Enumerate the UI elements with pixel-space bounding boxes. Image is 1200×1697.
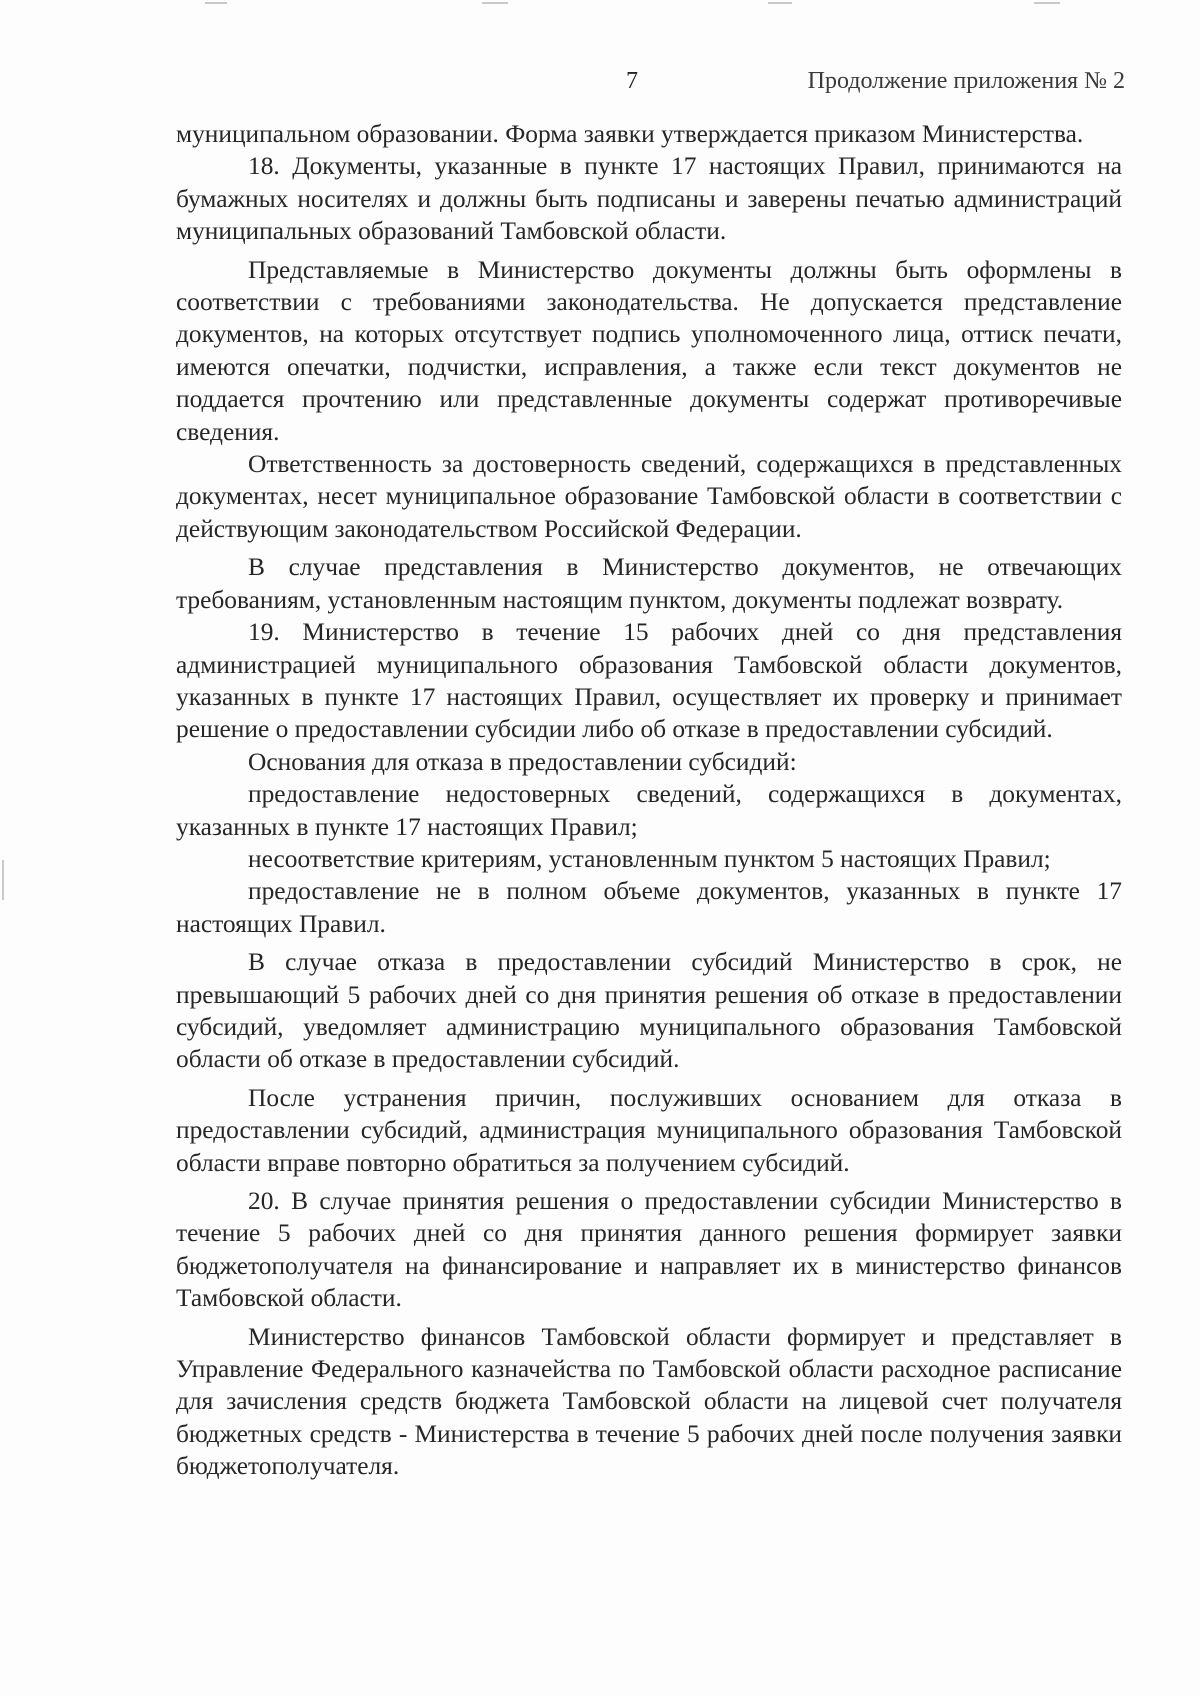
page-header [0,68,1200,108]
paragraph-19-review: 19. Министерство в течение 15 рабочих дней со дня представления администрацией муниципального образования Тамбовской области документов, указанных в пункте 17 настоящих Правил, осуществляет их проверку и принимает решение о предоставлении субсидии либо об отказе в предоставлении субсидий. [176,618,1122,744]
paragraph-refusal-notice: В случае отказа в предоставлении субсидий Министерство в срок, не превышающий 5 рабочих дней со дня принятия решения об отказе в предоставлении субсидий, уведомляет администрацию муниципального образования Тамбовской области об отказе в предоставлении субсидий. [176,948,1122,1074]
page-number: 7 [626,68,638,94]
paragraph-reapplication: После устранения причин, послуживших основанием для отказа в предоставлении субсидий, администрация муниципального образования Тамбовской области вправе повторно обратиться за получением субсидий. [176,1083,1122,1177]
paragraph-return-documents: В случае представления в Министерство документов, не отвечающих требованиям, установленным настоящим пунктом, документы подлежат возврату. [176,553,1122,614]
paragraph-document-requirements: Представляемые в Министерство документы должны быть оформлены в соответствии с требованиями законодательства. Не допускается представление документов, на которых отсутствует подпись уполномоченного лица, оттиск печати, имеются опечатки, подчистки, исправления, а также если текст документов не поддается прочтению или представленные документы содержат противоречивые сведения. [176,255,1122,446]
list-item-criteria-mismatch: несоответствие критериям, установленным пунктом 5 настоящих Правил; [248,844,1051,873]
paragraph-18-documents: 18. Документы, указанные в пункте 17 настоящих Правил, принимаются на бумажных носителях и должны быть подписаны и заверены печатью администраций муниципальных образований Тамбовской области. [176,152,1122,246]
paragraph-responsibility: Ответственность за достоверность сведений, содержащихся в представленных документах, несет муниципальное образование Тамбовской области в соответствии с действующим законодательством Российской Федерации. [176,450,1122,543]
scan-mark-top-far-right [1034,2,1060,4]
paragraph-form-approval: муниципальном образовании. Форма заявки утверждается приказом Министерства. [176,120,1084,148]
document-body [176,118,1122,1483]
scan-mark-top-left [205,2,227,4]
scan-mark-top-center [482,2,508,4]
list-item-incomplete-documents: предоставление не в полном объеме документов, указанных в пункте 17 настоящих Правил. [176,877,1122,938]
paragraph-finance-ministry: Министерство финансов Тамбовской области формирует и представляет в Управление Федерального казначейства по Тамбовской области расходное расписание для зачисления средств бюджета Тамбовской области на лицевой счет получателя бюджетных средств - Министерства в течение 5 рабочих дней после получения заявки бюджетополучателя. [176,1322,1122,1481]
scan-mark-top-right [768,2,792,4]
appendix-continuation-label: Продолжение приложения № 2 [807,68,1125,94]
list-item-false-information: предоставление недостоверных сведений, содержащихся в документах, указанных в пункте 17 настоящих Правил; [176,780,1122,841]
paragraph-20-decision: 20. В случае принятия решения о предоставлении субсидии Министерство в течение 5 рабочих дней со дня принятия данного решения формирует заявки бюджетополучателя на финансирование и направляет их в министерство финансов Тамбовской области. [176,1187,1122,1313]
paragraph-refusal-grounds-intro: Основания для отказа в предоставлении субсидий: [248,747,797,776]
scan-mark-left-edge [2,860,4,900]
